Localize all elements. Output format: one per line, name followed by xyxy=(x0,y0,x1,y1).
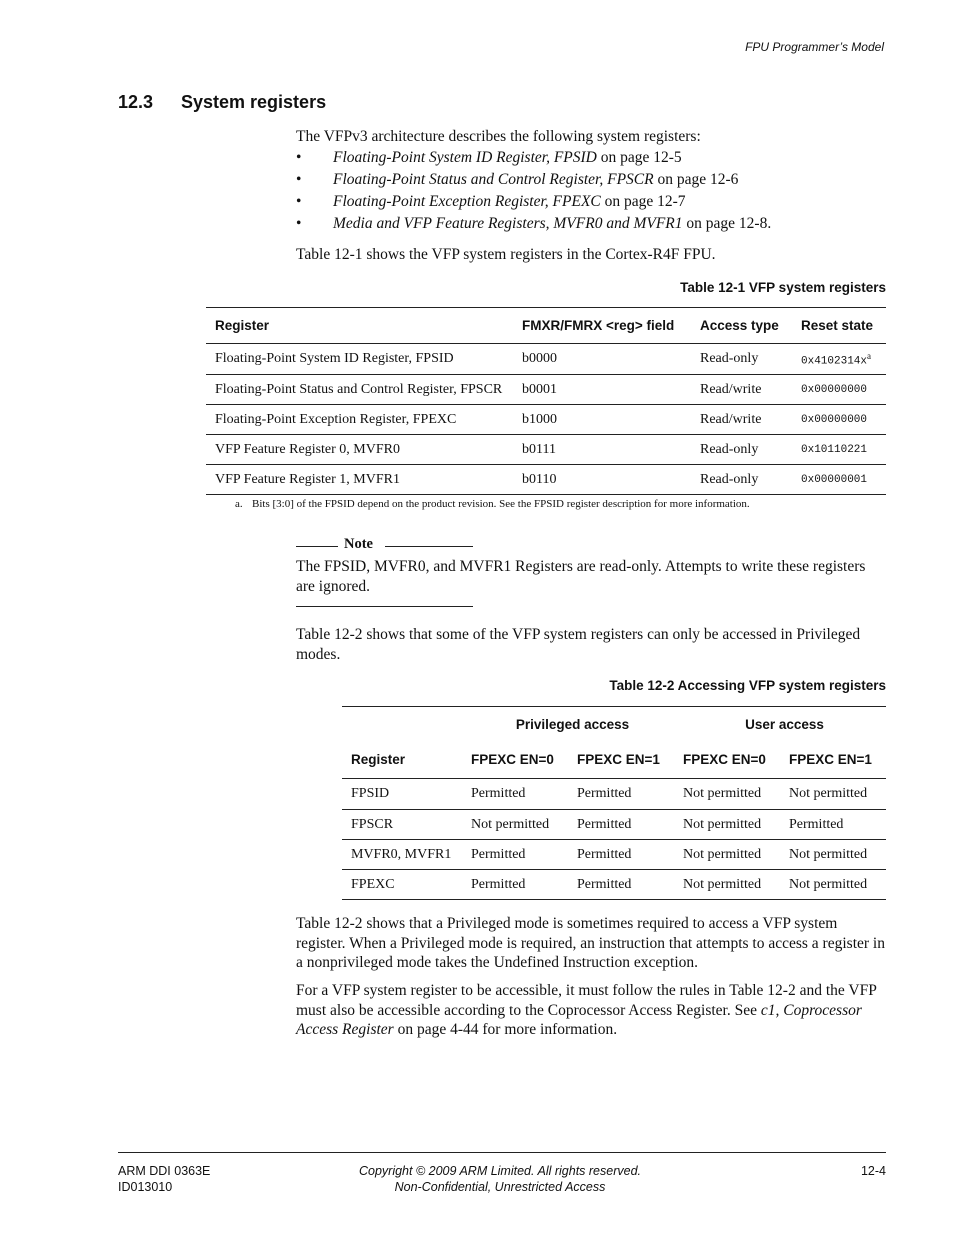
table-cell: Not permitted xyxy=(780,840,886,870)
table-row xyxy=(206,465,886,495)
footer-document-ids xyxy=(118,1163,210,1195)
empty-header-cell xyxy=(342,707,462,742)
page-reference: on page 12-5 xyxy=(596,149,682,166)
table-header-row xyxy=(206,308,886,344)
table-cell: Floating-Point Status and Control Register, FPSCR xyxy=(206,375,513,405)
column-header: FPEXC EN=1 xyxy=(780,741,886,779)
table-cell: Permitted xyxy=(568,840,674,870)
table-cell: Floating-Point System ID Register, FPSID xyxy=(206,344,513,375)
table-cell: Read/write xyxy=(691,375,792,405)
column-header: FPEXC EN=0 xyxy=(674,741,780,779)
footer-copyright xyxy=(330,1163,670,1195)
paragraph-text: on page 4-44 for more information. xyxy=(393,1021,618,1038)
coprocessor-access-paragraph xyxy=(296,981,886,1040)
group-header-user: User access xyxy=(674,707,886,742)
list-item xyxy=(296,192,886,214)
table-row xyxy=(342,779,886,810)
bullet-icon: • xyxy=(296,193,302,210)
bullet-icon: • xyxy=(296,149,302,166)
table-cell: Read/write xyxy=(691,405,792,435)
issue-id: ID013010 xyxy=(118,1180,173,1194)
table-cell: Not permitted xyxy=(674,810,780,840)
list-item xyxy=(296,170,886,192)
page-reference: on page 12-7 xyxy=(600,193,686,210)
copyright-text: Copyright © 2009 ARM Limited. All rights reserved. xyxy=(358,1164,641,1178)
table-cell: Not permitted xyxy=(674,870,780,900)
note-text: The FPSID, MVFR0, and MVFR1 Registers are read-only. Attempts to write these registers are ignored. xyxy=(296,558,866,595)
table-cell: Not permitted xyxy=(780,779,886,810)
table-row xyxy=(206,375,886,405)
footnote-marker[interactable]: a xyxy=(867,350,872,361)
note-block xyxy=(296,536,886,595)
column-header: Access type xyxy=(691,308,792,344)
table-cell: FPSCR xyxy=(342,810,462,840)
group-header-privileged: Privileged access xyxy=(462,707,674,742)
table-cell: Not permitted xyxy=(780,870,886,900)
confidentiality-text: Non-Confidential, Unrestricted Access xyxy=(394,1180,606,1194)
table-cell: b0000 xyxy=(513,344,691,375)
reset-value-cell xyxy=(792,344,886,375)
intro-paragraph: The VFPv3 architecture describes the following system registers: xyxy=(296,128,701,145)
cross-reference-link[interactable]: Floating-Point Exception Register, FPEXC xyxy=(333,193,601,210)
reset-value: 0x00000000 xyxy=(792,375,886,405)
note-rule xyxy=(296,546,338,547)
table-cell: Permitted xyxy=(462,779,568,810)
table-cell: Permitted xyxy=(780,810,886,840)
table-cell: b0001 xyxy=(513,375,691,405)
footnote-text: Bits [3:0] of the FPSID depend on the product revision. See the FPSID register description for more information. xyxy=(252,498,750,510)
table1-footnote xyxy=(235,498,750,510)
table-cell: Not permitted xyxy=(674,840,780,870)
list-item xyxy=(296,214,886,236)
cross-reference-link[interactable]: Media and VFP Feature Registers, MVFR0 and MVFR1 xyxy=(333,215,683,232)
section-heading xyxy=(118,92,326,113)
table-row xyxy=(342,810,886,840)
table-cell: b0110 xyxy=(513,465,691,495)
column-header: FMXR/FMRX <reg> field xyxy=(513,308,691,344)
running-header: FPU Programmer’s Model xyxy=(745,40,884,54)
column-header: Register xyxy=(206,308,513,344)
note-end-rule xyxy=(296,606,473,607)
vfp-system-registers-table xyxy=(206,307,886,495)
table-cell: VFP Feature Register 1, MVFR1 xyxy=(206,465,513,495)
table-cell: Read-only xyxy=(691,465,792,495)
table-cell: Permitted xyxy=(568,810,674,840)
table-cell: MVFR0, MVFR1 xyxy=(342,840,462,870)
table-cell: Read-only xyxy=(691,344,792,375)
column-header: FPEXC EN=1 xyxy=(568,741,674,779)
table-cell: Permitted xyxy=(462,840,568,870)
table-cell: FPEXC xyxy=(342,870,462,900)
cross-reference-link[interactable]: Floating-Point System ID Register, FPSID xyxy=(333,149,597,166)
section-title: System registers xyxy=(181,92,327,112)
table-cell: Read-only xyxy=(691,435,792,465)
table-cell: Not permitted xyxy=(462,810,568,840)
reset-value: 0x10110221 xyxy=(792,435,886,465)
note-heading xyxy=(296,536,886,556)
table-cell: Not permitted xyxy=(674,779,780,810)
paragraph-text: For a VFP system register to be accessible, it must follow the rules in Table 12-2 and the VFP must also be accessible according to the Coprocessor Access Register. See xyxy=(296,982,877,1019)
cross-reference-link[interactable]: Floating-Point Status and Control Register, FPSCR xyxy=(333,171,654,188)
table-cell: Permitted xyxy=(568,779,674,810)
note-label: Note xyxy=(344,536,373,552)
table-cell: b0111 xyxy=(513,435,691,465)
reset-value: 0x00000001 xyxy=(792,465,886,495)
table-cell: b1000 xyxy=(513,405,691,435)
table2-intro-paragraph: Table 12-2 shows that some of the VFP system registers can only be accessed in Privileged modes. xyxy=(296,626,861,663)
privileged-mode-paragraph: Table 12-2 shows that a Privileged mode is sometimes required to access a VFP system register. When a Privileged mode is required, an instruction that attempts to access a register in a nonprivileged mode takes the Undefined Instruction exception. xyxy=(296,915,885,971)
table-cell: Permitted xyxy=(462,870,568,900)
bullet-icon: • xyxy=(296,215,302,232)
table-row xyxy=(342,840,886,870)
page-reference: on page 12-6 xyxy=(653,171,739,188)
column-header: Register xyxy=(342,741,462,779)
bullet-icon: • xyxy=(296,171,302,188)
footer-rule xyxy=(118,1152,886,1153)
section-number: 12.3 xyxy=(118,92,154,112)
table-cell: Floating-Point Exception Register, FPEXC xyxy=(206,405,513,435)
column-header: Reset state xyxy=(792,308,886,344)
list-item xyxy=(296,148,886,170)
table1-intro-paragraph: Table 12-1 shows the VFP system registers in the Cortex-R4F FPU. xyxy=(296,246,716,263)
table-cell: Permitted xyxy=(568,870,674,900)
table-row xyxy=(342,870,886,900)
table2-caption: Table 12-2 Accessing VFP system registers xyxy=(609,678,886,693)
document-id: ARM DDI 0363E xyxy=(118,1164,211,1178)
table-row xyxy=(206,344,886,375)
table1-caption: Table 12-1 VFP system registers xyxy=(680,280,886,295)
table-cell: VFP Feature Register 0, MVFR0 xyxy=(206,435,513,465)
reset-value: 0x4102314x xyxy=(801,355,868,368)
page-number: 12-4 xyxy=(860,1164,886,1178)
table-cell: FPSID xyxy=(342,779,462,810)
footnote-mark: a. xyxy=(235,498,243,510)
note-rule xyxy=(385,546,473,547)
table-group-header-row xyxy=(342,707,886,742)
page-reference: on page 12-8. xyxy=(682,215,772,232)
accessing-vfp-registers-table xyxy=(342,706,886,900)
register-link-list xyxy=(296,148,886,236)
reset-value: 0x00000000 xyxy=(792,405,886,435)
column-header: FPEXC EN=0 xyxy=(462,741,568,779)
table-header-row xyxy=(342,741,886,779)
cross-reference-link[interactable]: c1, Coprocessor Access Register xyxy=(296,1001,862,1038)
table-row xyxy=(206,435,886,465)
table-row xyxy=(206,405,886,435)
